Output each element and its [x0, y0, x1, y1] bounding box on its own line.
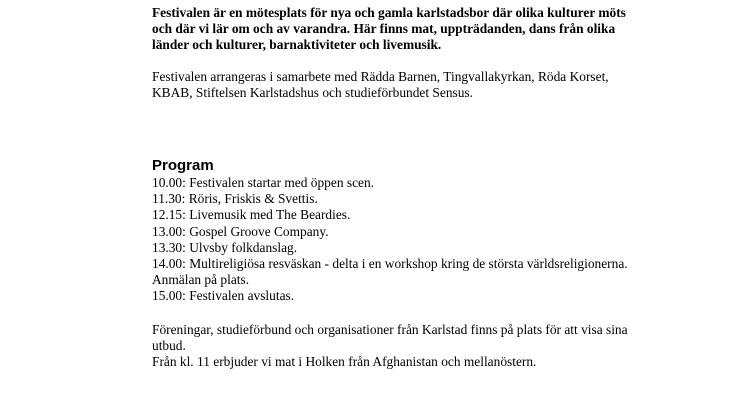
- closing-section: [152, 322, 632, 371]
- program-item: 11.30: Röris, Friskis & Svettis.: [152, 191, 318, 207]
- program-item: 10.00: Festivalen startar med öppen scen.: [152, 175, 375, 191]
- program-item: 15.00: Festivalen avslutas.: [152, 288, 295, 304]
- food-paragraph: Från kl. 11 erbjuder vi mat i Holken från Afghanistan och mellanöstern.: [152, 354, 537, 370]
- organizations-paragraph: Föreningar, studieförbund och organisationer från Karlstad finns på plats för att visa sina utbud.: [152, 321, 628, 353]
- program-item: 12.15: Livemusik med The Beardies.: [152, 207, 351, 223]
- program-list: [152, 175, 632, 305]
- program-heading: Program: [152, 157, 214, 175]
- intro-paragraph: Festivalen är en mötesplats för nya och gamla karlstadsbor där olika kulturer möts och där vi lär om och av varandra. Här finns mat, uppträdanden, dans från olika länder och kulturer, barnaktiviteter och livemusik.: [152, 5, 626, 53]
- program-item: 13.00: Gospel Groove Company.: [152, 223, 329, 239]
- program-item: 13.30: Ulvsby folkdanslag.: [152, 239, 298, 255]
- document-page: [152, 5, 632, 370]
- program-item: 14.00: Multireligiösa resväskan - delta i en workshop kring de största världsreligionerna. Anmälan på plats.: [152, 256, 628, 288]
- partners-paragraph: Festivalen arrangeras i samarbete med Rädda Barnen, Tingvallakyrkan, Röda Korset, KBAB, Stiftelsen Karlstadshus och studieförbundet Sensus.: [152, 68, 609, 100]
